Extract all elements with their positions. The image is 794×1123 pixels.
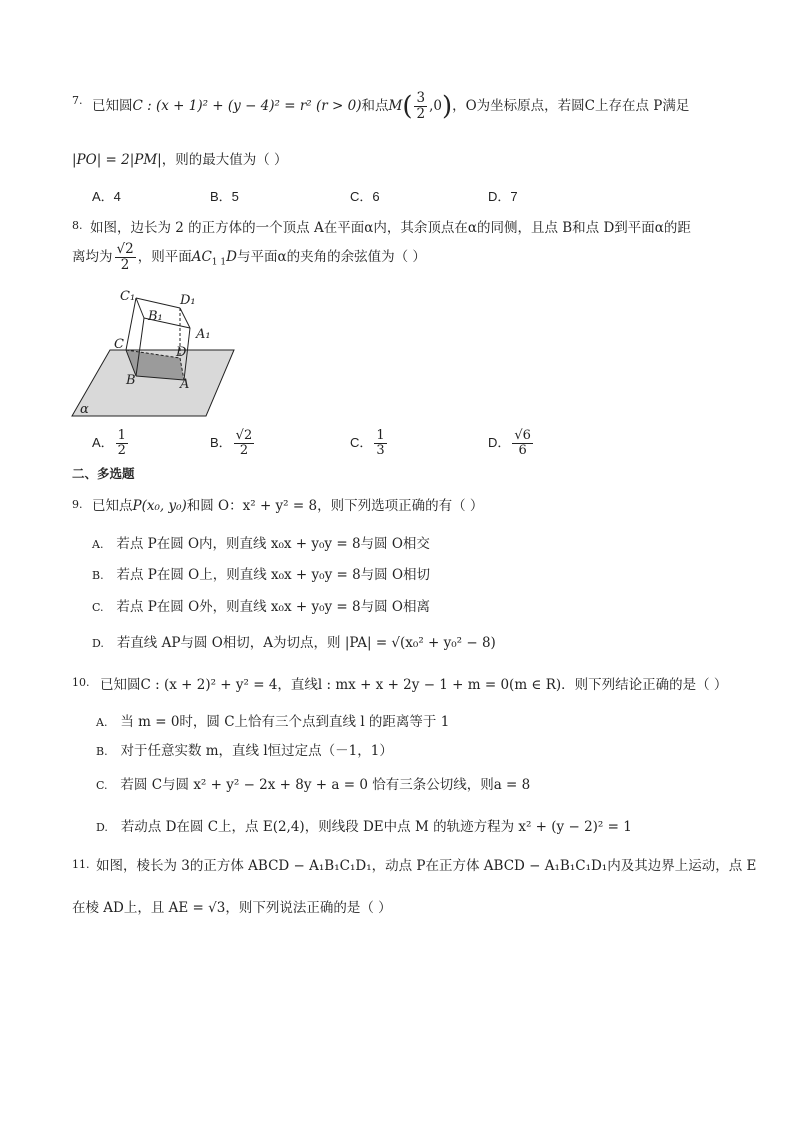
label-c: C bbox=[114, 337, 124, 352]
q8-plane-text: ，则平面 bbox=[137, 248, 192, 265]
q7-number: 7. bbox=[72, 94, 83, 107]
q8-distance-text: 离均为 bbox=[72, 248, 113, 265]
q10-option-d[interactable]: D. 若动点 D在圆 C上，点 E(2,4)，则线段 DE中点 M 的轨迹方程为 x² + (y − 2)² = 1 bbox=[96, 819, 632, 835]
q7-option-c[interactable]: C．6 bbox=[350, 189, 380, 204]
q9-option-c[interactable]: C. 若点 P在圆 O外，则直线 x₀x + y₀y = 8与圆 O相离 bbox=[92, 599, 430, 615]
q7-and-point: 和点 bbox=[361, 97, 389, 114]
q8-line2 bbox=[72, 242, 426, 273]
q8-question: 与平面α的夹角的余弦值为（ ） bbox=[236, 248, 426, 265]
section-heading-multiple-choice: 二、多选题 bbox=[72, 467, 135, 481]
q11-line1: 如图，棱长为 3的正方体 ABCD − A₁B₁C₁D₁，动点 P在正方体 ABCD − A₁B₁C₁D₁内及其边界上运动，点 E bbox=[96, 858, 757, 874]
q8-option-b[interactable]: B． $\frac{√2}{2}$ bbox=[210, 428, 253, 459]
q7-option-a[interactable]: A．4 bbox=[92, 189, 121, 204]
q9-number: 9. bbox=[72, 498, 83, 511]
q7-point-m-y: ,0 bbox=[429, 97, 442, 114]
q10-stem: 已知圆C : (x + 2)² + y² = 4，直线l : mx + x + 2y − 1 + m = 0(m ∈ R)．则下列结论正确的是（ ） bbox=[100, 677, 728, 693]
label-a1: A₁ bbox=[196, 327, 211, 342]
q9-option-a[interactable]: A. 若点 P在圆 O内，则直线 x₀x + y₀y = 8与圆 O相交 bbox=[92, 536, 430, 552]
q8-cube-figure bbox=[68, 286, 240, 422]
q10-option-a[interactable]: A. 当 m = 0时，圆 C上恰有三个点到直线 l 的距离等于 1 bbox=[96, 714, 450, 730]
q7-option-b[interactable]: B．5 bbox=[210, 189, 239, 204]
q7-condition: |PO| = 2|PM| bbox=[72, 152, 162, 168]
q9-option-d[interactable]: D. 若直线 AP与圆 O相切，A为切点，则 |PA| = √(x₀² + y₀² − 8) bbox=[92, 635, 496, 651]
q9-point-p: P(x₀, y₀) bbox=[132, 498, 187, 514]
q7-stem-end: ，O为坐标原点，若圆C上存在点 P满足 bbox=[452, 97, 690, 114]
q7-line1: 已知圆C : (x + 1)² + (y − 4)² = r² (r > 0)和点M( $\frac{3}{2}$ ,0)，O为坐标原点，若圆C上存在点 P满足 bbox=[92, 90, 690, 122]
q9-stem: 已知点P(x₀, y₀)和圆 O：x² + y² = 8，则下列选项正确的有（ ） bbox=[92, 498, 484, 514]
label-c1: C₁ bbox=[120, 289, 136, 304]
q7-point-m-fraction: $\frac{3}{2}$ bbox=[416, 90, 426, 122]
q7-point-m: M bbox=[388, 97, 403, 114]
label-d: D bbox=[176, 345, 187, 360]
label-alpha: α bbox=[80, 402, 89, 417]
label-a: A bbox=[180, 377, 190, 392]
q8-option-d[interactable]: D． $\frac{√6}{6}$ bbox=[488, 428, 531, 459]
label-b1: B₁ bbox=[148, 309, 163, 324]
label-d1: D₁ bbox=[180, 293, 196, 308]
q8-plane-name: AC bbox=[191, 248, 212, 265]
q8-plane-subscript: 1 1 bbox=[211, 257, 227, 268]
q7-question: ，则的最大值为（ ） bbox=[161, 152, 288, 168]
q9-option-b[interactable]: B. 若点 P在圆 O上，则直线 x₀x + y₀y = 8与圆 O相切 bbox=[92, 567, 431, 583]
q7-stem-start: 已知圆 bbox=[92, 97, 133, 114]
q8-option-a[interactable]: A． $\frac{1}{2}$ bbox=[92, 428, 126, 459]
q7-circle-equation: C : (x + 1)² + (y − 4)² = r² (r > 0) bbox=[132, 97, 362, 114]
q11-number: 11. bbox=[72, 858, 90, 871]
q8-plane-name-end: D bbox=[226, 248, 237, 265]
q8-distance-fraction: $\frac{√2}{2}$ bbox=[116, 241, 134, 273]
q8-option-c[interactable]: C． $\frac{1}{3}$ bbox=[350, 428, 385, 459]
q7-line2 bbox=[72, 148, 288, 168]
label-b: B bbox=[126, 373, 136, 388]
q7-option-d[interactable]: D．7 bbox=[488, 189, 518, 204]
q10-option-b[interactable]: B. 对于任意实数 m，直线 l恒过定点（－1，1） bbox=[96, 743, 393, 759]
q8-number: 8. bbox=[72, 219, 83, 232]
q10-number: 10. bbox=[72, 676, 90, 689]
q10-option-c[interactable]: C. 若圆 C与圆 x² + y² − 2x + 8y + a = 0 恰有三条公切线，则a = 8 bbox=[96, 777, 531, 793]
q8-line1: 如图，边长为 2 的正方体的一个顶点 A在平面α内，其余顶点在α的同侧，且点 B和点 D到平面α的距 bbox=[90, 220, 691, 236]
q11-line2: 在棱 AD上，且 AE = √3，则下列说法正确的是（ ） bbox=[72, 900, 392, 916]
